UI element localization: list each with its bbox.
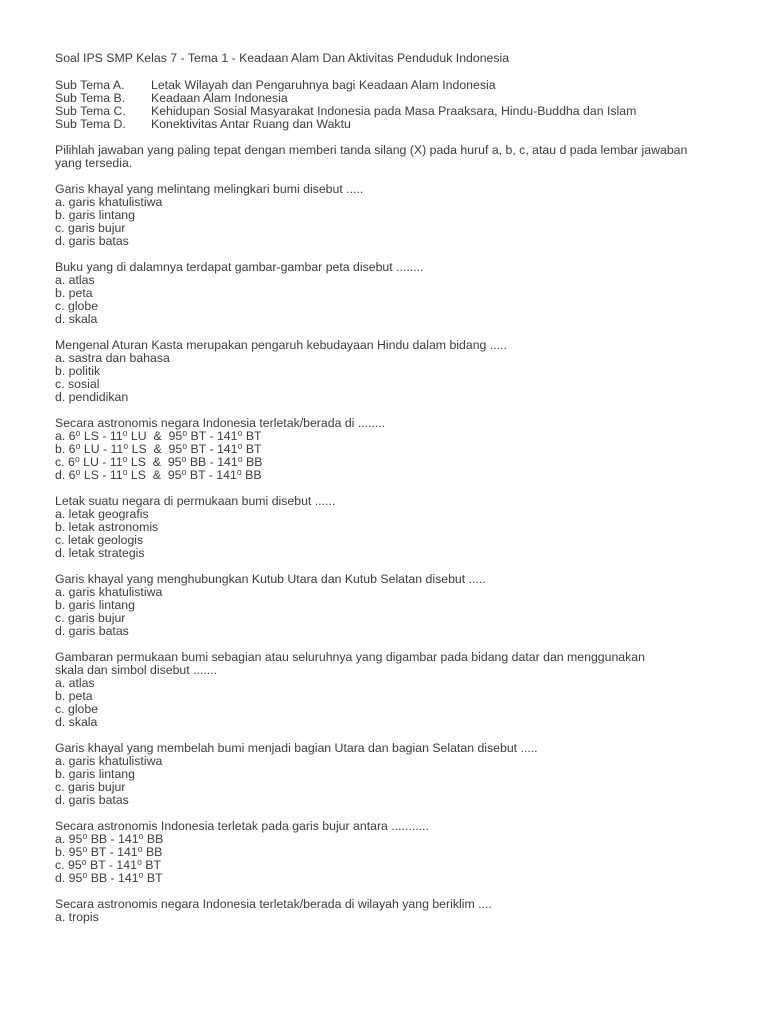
option-c: c. letak geologis xyxy=(55,533,144,547)
option-a: a. letak geografis xyxy=(55,507,149,521)
question-text: Mengenal Aturan Kasta merupakan pengaruh kebudayaan Hindu dalam bidang ..... xyxy=(55,338,507,352)
subtheme-label: Sub Tema B. xyxy=(55,91,126,105)
question-text: Secara astronomis negara Indonesia terletak/berada di wilayah yang beriklim .... xyxy=(55,897,492,911)
question-text: Buku yang di dalamnya terdapat gambar-gambar peta disebut ........ xyxy=(55,260,424,274)
option-d: d. skala xyxy=(55,312,98,326)
option-c: c. globe xyxy=(55,702,99,716)
question-text: Garis khayal yang melintang melingkari bumi disebut ..... xyxy=(55,182,364,196)
option-a: a. sastra dan bahasa xyxy=(55,351,170,365)
subtheme-list xyxy=(55,79,713,131)
subtheme-text: Konektivitas Antar Ruang dan Waktu xyxy=(151,117,351,131)
option-c: c. 95⁰ BT - 141⁰ BT xyxy=(55,858,162,872)
subtheme-text: Keadaan Alam Indonesia xyxy=(151,91,288,105)
question-block-3 xyxy=(55,339,713,404)
option-d: d. garis batas xyxy=(55,624,129,638)
subtheme-label: Sub Tema D. xyxy=(55,117,126,131)
question-text: Letak suatu negara di permukaan bumi disebut ...... xyxy=(55,494,336,508)
option-c: c. garis bujur xyxy=(55,611,126,625)
option-d: d. letak strategis xyxy=(55,546,145,560)
question-text: Garis khayal yang membelah bumi menjadi bagian Utara dan bagian Selatan disebut ..... xyxy=(55,741,538,755)
option-a: a. tropis xyxy=(55,910,99,924)
question-block-6 xyxy=(55,573,713,638)
subtheme-label: Sub Tema A. xyxy=(55,78,125,92)
question-text: Secara astronomis Indonesia terletak pada garis bujur antara ........... xyxy=(55,819,429,833)
option-d: d. garis batas xyxy=(55,793,129,807)
question-block-10 xyxy=(55,898,713,924)
option-a: a. garis khatulistiwa xyxy=(55,195,163,209)
option-b: b. letak astronomis xyxy=(55,520,159,534)
option-c: c. sosial xyxy=(55,377,100,391)
option-a: a. atlas xyxy=(55,273,95,287)
question-block-7 xyxy=(55,651,713,729)
option-d: d. pendidikan xyxy=(55,390,129,404)
option-d: d. garis batas xyxy=(55,234,129,248)
option-b: b. garis lintang xyxy=(55,767,135,781)
subtheme-text: Letak Wilayah dan Pengaruhnya bagi Keadaan Alam Indonesia xyxy=(151,78,496,92)
subtheme-text: Kehidupan Sosial Masyarakat Indonesia pada Masa Praaksara, Hindu-Buddha dan Islam xyxy=(151,104,637,118)
option-a: a. garis khatulistiwa xyxy=(55,754,163,768)
question-text: Secara astronomis negara Indonesia terletak/berada di ........ xyxy=(55,416,386,430)
option-b: b. garis lintang xyxy=(55,598,135,612)
page-title: Soal IPS SMP Kelas 7 - Tema 1 - Keadaan Alam Dan Aktivitas Penduduk Indonesia xyxy=(55,51,510,65)
question-block-4 xyxy=(55,417,713,482)
option-d: d. 95⁰ BB - 141⁰ BT xyxy=(55,871,163,885)
question-block-5 xyxy=(55,495,713,560)
option-c: c. globe xyxy=(55,299,99,313)
option-a: a. 6⁰ LS - 11⁰ LU & 95⁰ BT - 141⁰ BT xyxy=(55,429,262,443)
option-b: b. 6⁰ LU - 11⁰ LS & 95⁰ BT - 141⁰ BT xyxy=(55,442,262,456)
option-b: b. peta xyxy=(55,286,93,300)
option-b: b. peta xyxy=(55,689,93,703)
question-text: Garis khayal yang menghubungkan Kutub Utara dan Kutub Selatan disebut ..... xyxy=(55,572,486,586)
question-block-9 xyxy=(55,820,713,885)
option-a: a. garis khatulistiwa xyxy=(55,585,163,599)
question-block-2 xyxy=(55,261,713,326)
option-a: a. 95⁰ BB - 141⁰ BB xyxy=(55,832,164,846)
option-d: d. 6⁰ LS - 11⁰ LS & 95⁰ BT - 141⁰ BB xyxy=(55,468,262,482)
option-c: c. 6⁰ LU - 11⁰ LS & 95⁰ BB - 141⁰ BB xyxy=(55,455,263,469)
option-c: c. garis bujur xyxy=(55,780,126,794)
instruction-text: Pilihlah jawaban yang paling tepat dengan memberi tanda silang (X) pada huruf a, b, c, atau d pada lembar jawaban yang tersedia. xyxy=(55,143,688,170)
question-block-1 xyxy=(55,183,713,248)
option-d: d. skala xyxy=(55,715,98,729)
option-b: b. politik xyxy=(55,364,101,378)
option-b: b. 95⁰ BT - 141⁰ BB xyxy=(55,845,163,859)
subtheme-label: Sub Tema C. xyxy=(55,104,126,118)
option-a: a. atlas xyxy=(55,676,95,690)
question-text: Gambaran permukaan bumi sebagian atau seluruhnya yang digambar pada bidang datar dan menggunakan skala dan simbol disebut ....... xyxy=(55,650,645,677)
question-block-8 xyxy=(55,742,713,807)
option-b: b. garis lintang xyxy=(55,208,135,222)
subtheme-row xyxy=(55,118,713,131)
option-c: c. garis bujur xyxy=(55,221,126,235)
